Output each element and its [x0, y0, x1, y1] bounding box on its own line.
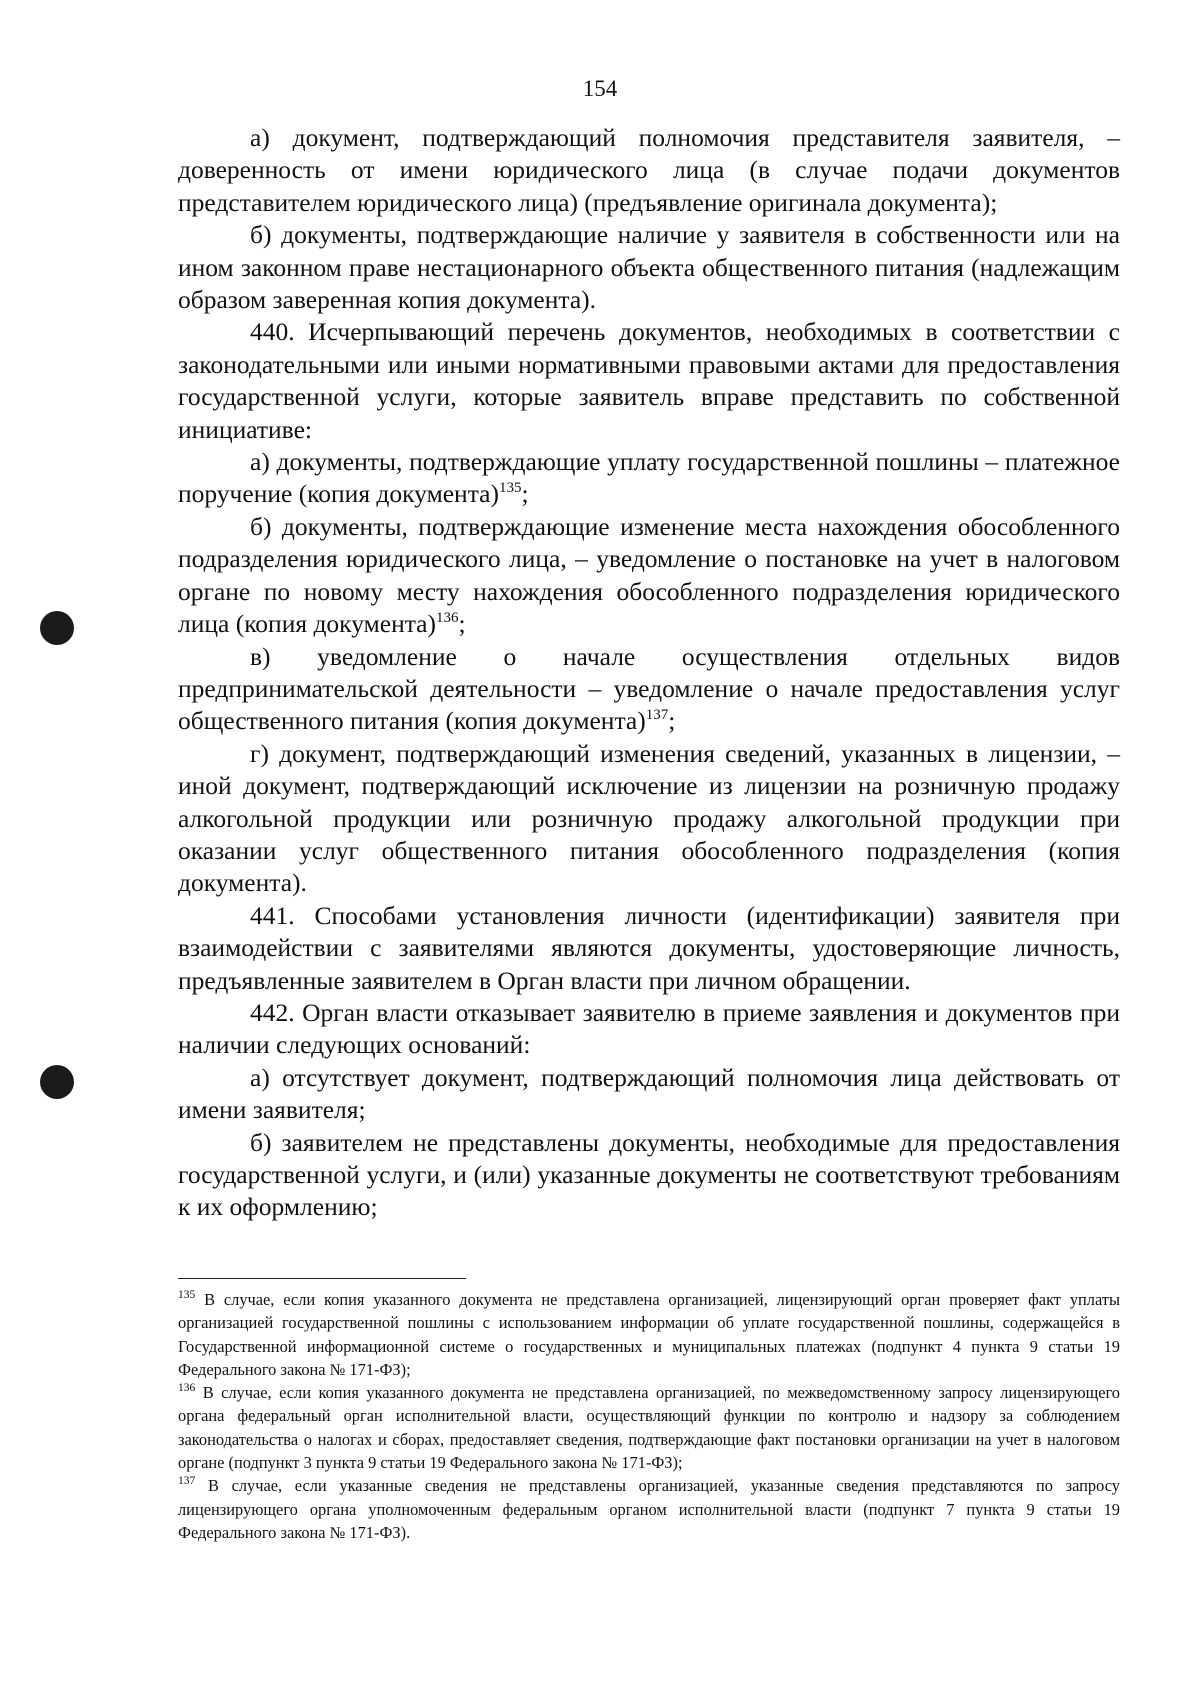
footnotes	[178, 1288, 1120, 1544]
paragraph-442-a: а) отсутствует документ, подтверждающий полномочия лица действовать от имени заявителя;	[178, 1062, 1120, 1125]
punctuation: ;	[458, 609, 466, 639]
paragraph-440-a	[178, 446, 1120, 511]
footnote-separator	[178, 1278, 466, 1279]
paragraph-440-b	[178, 511, 1120, 641]
binder-hole-mark	[40, 1065, 74, 1099]
punctuation: ;	[668, 706, 676, 736]
footnote-text: В случае, если копия указанного документа не представлена организацией, по межведомственному запросу лицензирующего органа федеральный орган исполнительной власти, осуществляющий функции по контролю и надзору за соблюдением законодательства о налогах и сборах, предоставляет сведения, подтверждающие факт постановки организации на учет в налоговом органе (подпункт 3 пункта 9 статьи 19 Федерального закона № 171-ФЗ);	[178, 1383, 1120, 1473]
footnote-136	[178, 1381, 1120, 1474]
footnote-135	[178, 1288, 1120, 1381]
paragraph-441: 441. Способами установления личности (идентификации) заявителя при взаимодействии с заявителями являются документы, удостоверяющие личность, предъявленные заявителем в Орган власти при личном обращении.	[178, 900, 1120, 995]
paragraph-442-b: б) заявителем не представлены документы, необходимые для предоставления государственной услуги, и (или) указанные документы не соответствуют требованиям к их оформлению;	[178, 1127, 1120, 1222]
page-number: 154	[582, 76, 618, 101]
footnote-text: В случае, если копия указанного документа не представлена организацией, лицензирующий орган проверяет факт уплаты организацией государственной пошлины с использованием информации об уплате государственной пошлины, содержащейся в Государственной информационной системе о государственных и муниципальных платежах (подпункт 4 пункта 9 статьи 19 Федерального закона № 171-ФЗ);	[178, 1290, 1120, 1379]
paragraph-440-g: г) документ, подтверждающий изменения сведений, указанных в лицензии, – иной документ, подтверждающий исключение из лицензии на розничную продажу алкогольной продукции или розничную продажу алкогольной продукции при оказании услуг общественного питания обособленного подразделения (копия документа).	[178, 738, 1120, 898]
paragraph-442: 442. Орган власти отказывает заявителю в приеме заявления и документов при наличии следующих оснований:	[178, 997, 1120, 1060]
footnote-mark: 137	[178, 1475, 196, 1488]
footnote-ref-136[interactable]: 136	[435, 610, 459, 627]
footnote-ref-135[interactable]: 135	[498, 480, 522, 497]
paragraph-440-v	[178, 641, 1120, 738]
footnote-ref-137[interactable]: 137	[645, 707, 669, 724]
paragraph-text: б) документы, подтверждающие изменение места нахождения обособленного подразделения юридического лица, – уведомление о постановке на учет в налоговом органе по новому месту нахождения обособленного подразделения юридического лица (копия документа)	[178, 511, 1120, 639]
paragraph-text: а) документы, подтверждающие уплату государственной пошлины – платежное поручение (копия документа)	[178, 447, 1120, 509]
document-body	[178, 122, 1120, 1224]
paragraph-b-ownership-documents: б) документы, подтверждающие наличие у заявителя в собственности или на ином законном праве нестационарного объекта общественного питания (надлежащим образом заверенная копия документа).	[178, 220, 1120, 315]
binder-hole-mark	[40, 611, 74, 645]
footnote-text: В случае, если указанные сведения не представлены организацией, указанные сведения представляются по запросу лицензирующего органа уполномоченным федеральным органом исполнительной власти (подпункт 7 пункта 9 статьи 19 Федерального закона № 171-ФЗ).	[178, 1476, 1120, 1542]
punctuation: ;	[521, 479, 529, 509]
paragraph-a-power-of-attorney: а) документ, подтверждающий полномочия представителя заявителя, – доверенность от имени юридического лица (в случае подачи документов представителем юридического лица) (предъявление оригинала документа);	[178, 123, 1120, 217]
footnote-mark: 135	[178, 1289, 196, 1301]
paragraph-440: 440. Исчерпывающий перечень документов, необходимых в соответствии с законодательными или иными нормативными правовыми актами для предоставления государственной услуги, которые заявитель вправе представить по собственной инициативе:	[178, 317, 1120, 444]
footnote-137	[178, 1474, 1120, 1544]
footnote-mark: 136	[178, 1382, 196, 1395]
paragraph-text: в) уведомление о начале осуществления отдельных видов предпринимательской деятельности – уведомление о начале предоставления услуг общественного питания (копия документа)	[178, 641, 1120, 736]
